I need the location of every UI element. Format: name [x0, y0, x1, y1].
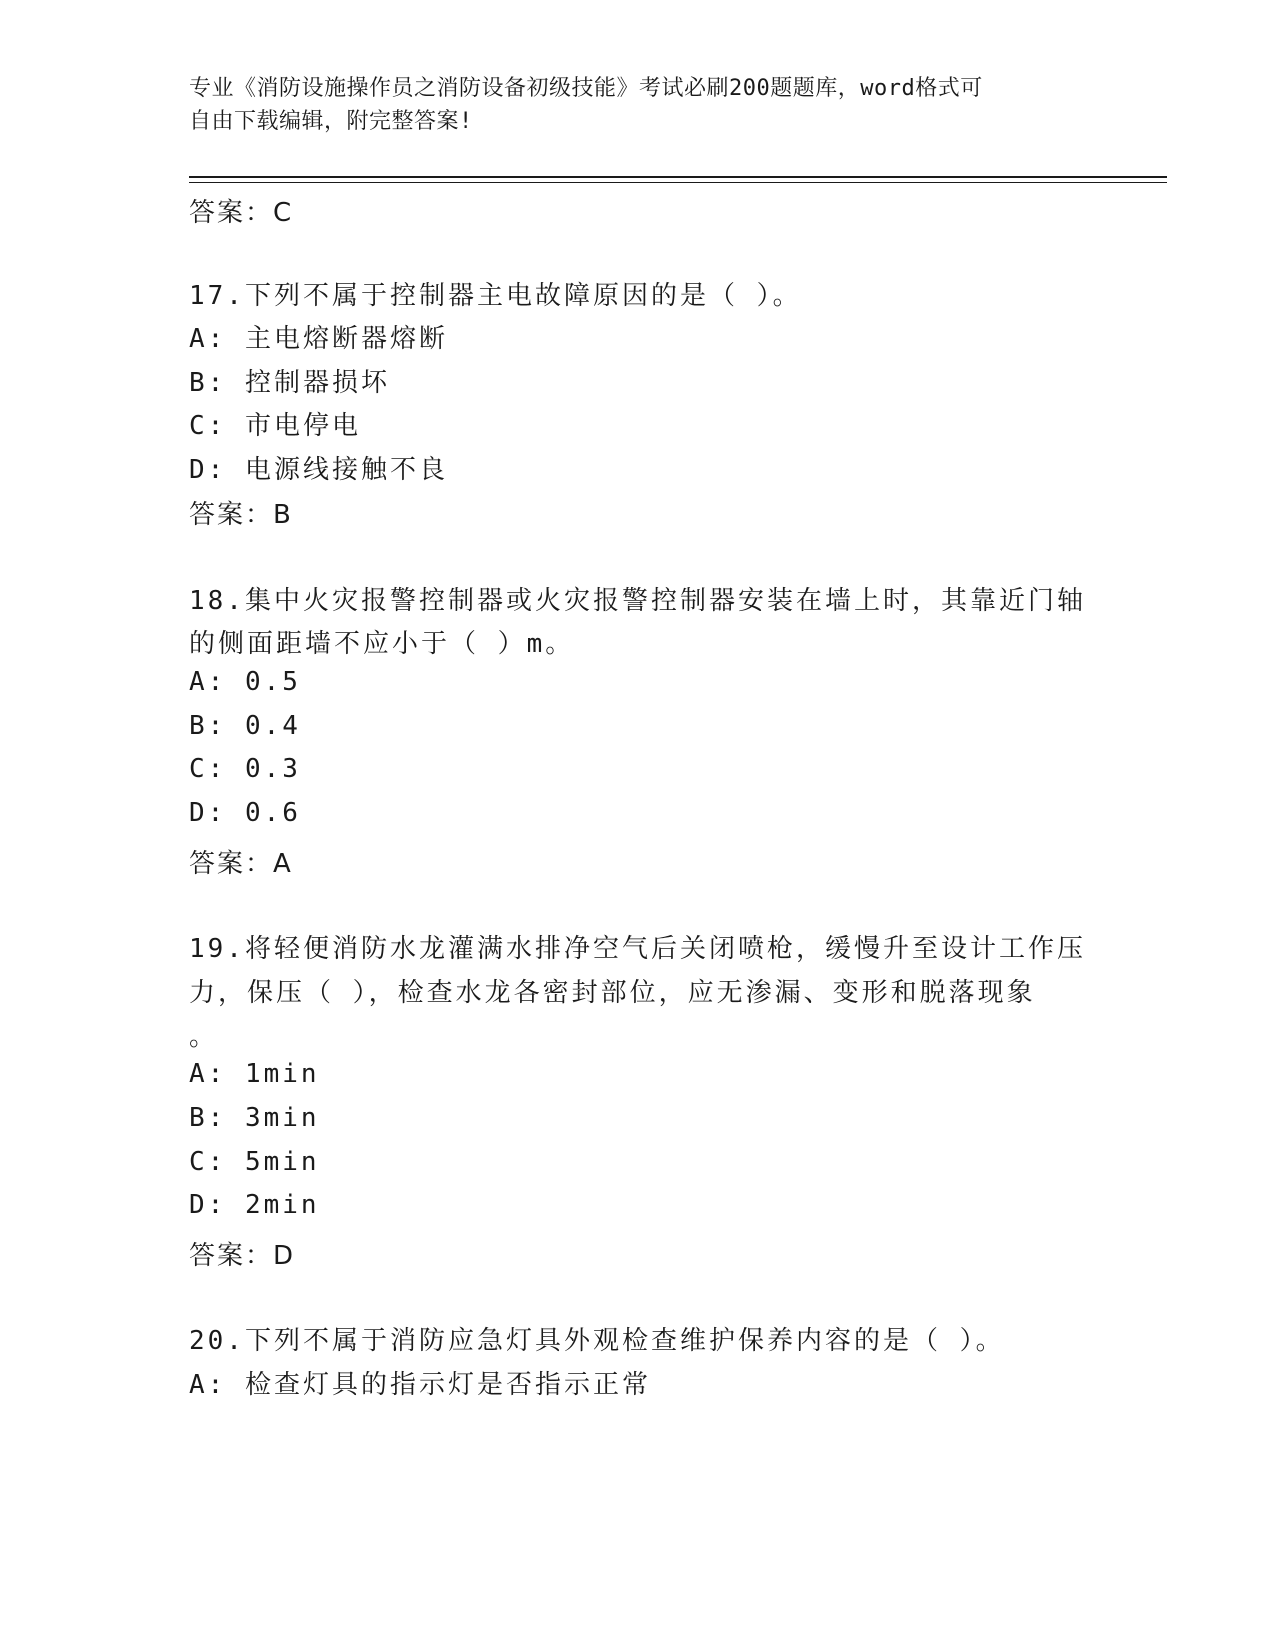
question-19-option-c: C: 5min — [189, 1147, 320, 1177]
answer-16: 答案：C — [189, 198, 294, 228]
answer-17: 答案：B — [189, 500, 293, 530]
question-19-stem-line-3: 。 — [189, 1022, 219, 1052]
answer-18: 答案：A — [189, 849, 293, 879]
header-divider-thin — [189, 182, 1167, 183]
question-18-stem-line-1: 18.集中火灾报警控制器或火灾报警控制器安装在墙上时，其靠近门轴 — [189, 586, 1086, 616]
question-19-option-d: D: 2min — [189, 1190, 320, 1220]
answer-19: 答案：D — [189, 1241, 296, 1271]
question-19-option-b: B: 3min — [189, 1103, 320, 1133]
question-19-stem-line-1: 19.将轻便消防水龙灌满水排净空气后关闭喷枪，缓慢升至设计工作压 — [189, 934, 1086, 964]
question-17-option-a: A: 主电熔断器熔断 — [189, 324, 448, 354]
question-18-option-d: D: 0.6 — [189, 798, 301, 828]
header-divider-thick — [189, 176, 1167, 178]
question-18-option-c: C: 0.3 — [189, 754, 301, 784]
question-19-stem-line-2: 力，保压（ ），检查水龙各密封部位，应无渗漏、变形和脱落现象 — [189, 978, 1036, 1008]
question-17-option-b: B: 控制器损坏 — [189, 368, 390, 398]
question-17-stem: 17.下列不属于控制器主电故障原因的是（ ）。 — [189, 281, 802, 311]
question-17-option-c: C: 市电停电 — [189, 411, 361, 441]
question-20-option-a: A: 检查灯具的指示灯是否指示正常 — [189, 1370, 651, 1400]
question-18-option-a: A: 0.5 — [189, 667, 301, 697]
question-18-stem-line-2: 的侧面距墙不应小于（ ）m。 — [189, 629, 575, 659]
question-19-option-a: A: 1min — [189, 1059, 320, 1089]
question-20-stem: 20.下列不属于消防应急灯具外观检查维护保养内容的是（ ）。 — [189, 1326, 1005, 1356]
header-line-2: 自由下载编辑，附完整答案! — [189, 109, 473, 134]
document-header — [189, 72, 1069, 138]
question-17-option-d: D: 电源线接触不良 — [189, 455, 448, 485]
question-18-option-b: B: 0.4 — [189, 711, 301, 741]
header-line-1: 专业《消防设施操作员之消防设备初级技能》考试必刷200题题库，word格式可 — [189, 76, 983, 101]
